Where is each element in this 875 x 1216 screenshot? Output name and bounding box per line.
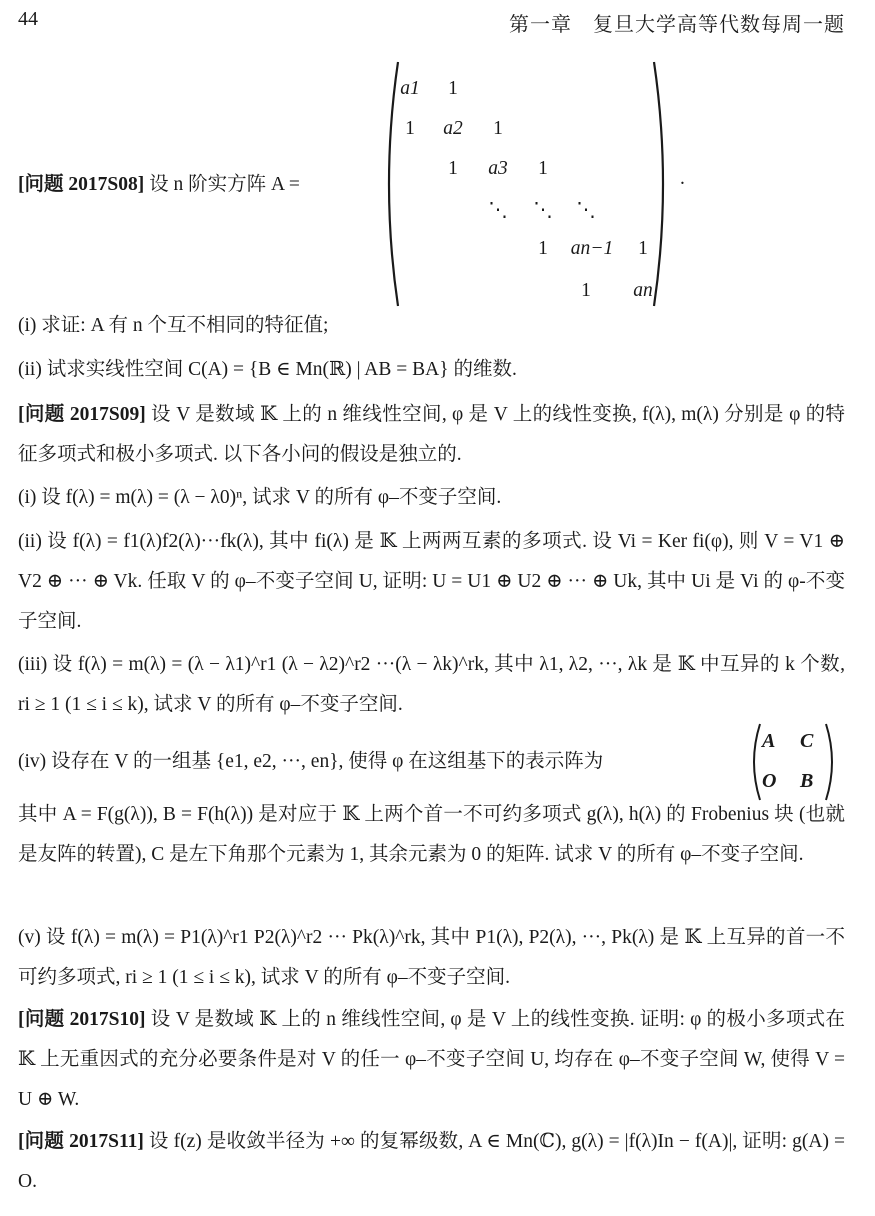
problem-2017s09-intro <box>18 395 845 475</box>
problem-tag: [问题 2017S10] <box>18 1009 146 1030</box>
block-matrix-o: O <box>762 770 777 792</box>
matrix-right-paren <box>650 60 674 308</box>
problem-2017s09-part-ii: (ii) 设 f(λ) = f1(λ)f2(λ)···fk(λ), 其中 fi(λ) 是 𝕂 上两两互素的多项式. 设 Vi = Ker fi(φ), 则 V = V1 ⊕ V2 ⊕ ··· ⊕ Vk. 任取 V 的 φ–不变子空间 U, 证明: U = U1 ⊕ U2 ⊕ ··· ⊕ Uk, 其中 Ui 是 Vi 的 φ-不变子空间. <box>18 531 845 632</box>
problem-2017s09-part-iv-body: 其中 A = F(g(λ)), B = F(h(λ)) 是对应于 𝕂 上两个首一不可约多项式 g(λ), h(λ) 的 Frobenius 块 (也就是友阵的转置), C 是左下角那个元素为 1, 其余元素为 0 的矩阵. 试求 V 的所有 φ–不变子空间. <box>18 804 845 865</box>
problem-tag: [问题 2017S11] <box>18 1131 144 1152</box>
problem-tag: [问题 2017S08] <box>18 174 145 195</box>
matrix-entry: 1 <box>538 238 548 259</box>
block-matrix <box>748 722 844 802</box>
block-matrix-b: B <box>800 770 814 792</box>
problem-2017s09-part-i: (i) 设 f(λ) = m(λ) = (λ − λ0)ⁿ, 试求 V 的所有 φ–不变子空间. <box>18 487 502 508</box>
problem-2017s11 <box>18 1122 845 1202</box>
problem-body-text: 设 V 是数域 𝕂 上的 n 维线性空间, φ 是 V 上的线性变换. 证明: φ 的极小多项式在 𝕂 上无重因式的充分必要条件是对 V 的任一 φ–不变子空间 U, 均存在 φ–不变子空间 W, 使得 V = U ⊕ W. <box>18 1009 845 1110</box>
matrix-entry: 1 <box>448 78 458 99</box>
block-matrix-left-paren <box>748 722 762 802</box>
matrix-entry: 1 <box>405 118 415 139</box>
matrix-entry: 1 <box>448 158 458 179</box>
problem-tag: [问题 2017S09] <box>18 404 146 425</box>
matrix-entry: ⋱ <box>533 200 553 221</box>
matrix-entry: 1 <box>581 280 591 301</box>
matrix-entry: an−1 <box>570 238 614 259</box>
block-matrix-c: C <box>800 730 814 752</box>
problem-2017s09-part-iv-lead: (iv) 设存在 V 的一组基 {e1, e2, ···, en}, 使得 φ 在这组基下的表示阵为 <box>18 751 604 772</box>
matrix-entry: an <box>633 280 653 301</box>
matrix-entry: 1 <box>638 238 648 259</box>
problem-intro-text: 设 V 是数域 𝕂 上的 n 维线性空间, φ 是 V 上的线性变换, f(λ), m(λ) 分别是 φ 的特征多项式和极小多项式. 以下各小问的假设是独立的. <box>18 404 845 465</box>
problem-2017s10 <box>18 1000 845 1120</box>
problem-2017s09-part-v: (v) 设 f(λ) = m(λ) = P1(λ)^r1 P2(λ)^r2 ··· Pk(λ)^rk, 其中 P1(λ), P2(λ), ···, Pk(λ) 是 𝕂 上互异的首一不可约多项式, ri ≥ 1 (1 ≤ i ≤ k), 试求 V 的所有 φ–不变子空间. <box>18 927 845 988</box>
problem-body-text: 设 f(z) 是收敛半径为 +∞ 的复幂级数, A ∈ Mn(ℂ), g(λ) = |f(λ)In − f(A)|, 证明: g(A) = O. <box>18 1131 845 1192</box>
block-matrix-right-paren <box>824 722 838 802</box>
problem-2017s09-part-iii: (iii) 设 f(λ) = m(λ) = (λ − λ1)^r1 (λ − λ2)^r2 ···(λ − λk)^rk, 其中 λ1, λ2, ···, λk 是 𝕂 中互异的 k 个数, ri ≥ 1 (1 ≤ i ≤ k), 试求 V 的所有 φ–不变子空间. <box>18 654 845 715</box>
matrix-entry: ⋱ <box>576 200 596 221</box>
problem-2017s08-part-i: (i) 求证: A 有 n 个互不相同的特征值; <box>18 315 329 336</box>
matrix-entry: a2 <box>443 118 463 139</box>
matrix-entry: 1 <box>493 118 503 139</box>
matrix-entry: a3 <box>488 158 508 179</box>
running-header: 第一章 复旦大学高等代数每周一题 <box>509 14 845 36</box>
problem-2017s08-lead <box>18 168 300 196</box>
problem-2017s08-part-ii: (ii) 试求实线性空间 C(A) = {B ∈ Mn(ℝ) | AB = BA} 的维数. <box>18 359 517 380</box>
matrix-entry: 1 <box>538 158 548 179</box>
problem-lead-text: 设 n 阶实方阵 A = <box>144 174 300 195</box>
problem-2017s08-statement <box>18 60 848 310</box>
matrix-entry: ⋱ <box>488 200 508 221</box>
matrix-entry: a1 <box>400 78 420 99</box>
block-matrix-a: A <box>762 730 776 752</box>
page-number: 44 <box>18 8 38 30</box>
matrix-period: . <box>680 168 685 189</box>
